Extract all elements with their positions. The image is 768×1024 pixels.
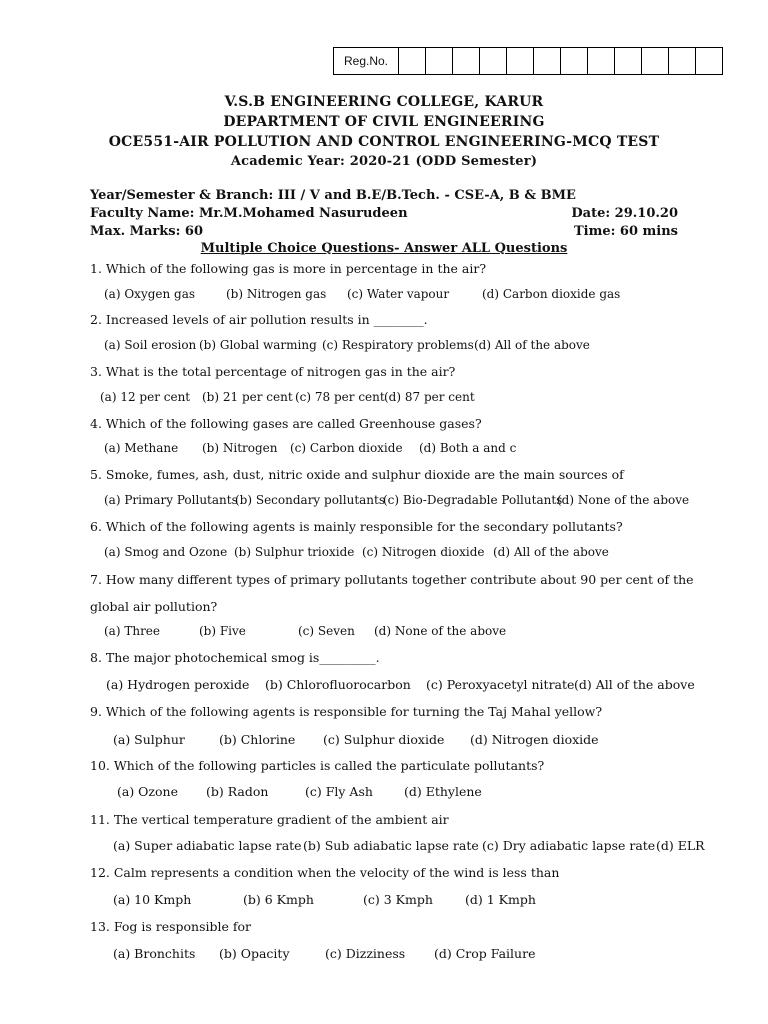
- option: (a) Methane: [104, 441, 179, 455]
- option: (a) Bronchits: [113, 946, 196, 961]
- reg-no-cell: [588, 48, 615, 74]
- section-title: Multiple Choice Questions- Answer ALL Questions: [200, 241, 568, 256]
- option: (c) Nitrogen dioxide: [362, 545, 485, 559]
- faculty-name: Faculty Name: Mr.M.Mohamed Nasurudeen: [90, 206, 408, 221]
- question-text: 13. Fog is responsible for: [90, 919, 252, 934]
- option: (d) 87 per cent: [384, 390, 475, 404]
- option: (b) Chlorofluorocarbon: [265, 677, 411, 692]
- option: (d) None of the above: [557, 493, 690, 507]
- reg-no-cell: [642, 48, 669, 74]
- question-text: 11. The vertical temperature gradient of the ambient air: [90, 812, 449, 827]
- question-text: 10. Which of the following particles is called the particulate pollutants?: [90, 758, 545, 773]
- option: (b) 21 per cent: [202, 390, 293, 404]
- option: (a) 12 per cent: [100, 390, 191, 404]
- question-text: 1. Which of the following gas is more in percentage in the air?: [90, 261, 487, 276]
- exam-meta: [90, 187, 678, 241]
- option: (c) Peroxyacetyl nitrate: [426, 677, 575, 692]
- option: (b) Chlorine: [219, 732, 296, 747]
- option: (a) Smog and Ozone: [104, 545, 228, 559]
- college-name: V.S.B ENGINEERING COLLEGE, KARUR: [224, 94, 544, 110]
- option: (a) Super adiabatic lapse rate: [113, 838, 302, 853]
- question-text: 4. Which of the following gases are called Greenhouse gases?: [90, 416, 482, 431]
- option: (b) Radon: [206, 784, 269, 799]
- option: (b) Opacity: [219, 946, 290, 961]
- option: (c) Respiratory problems: [322, 338, 474, 352]
- option: (c) Carbon dioxide: [290, 441, 403, 455]
- option: (d) All of the above: [493, 545, 609, 559]
- department-name: DEPARTMENT OF CIVIL ENGINEERING: [223, 114, 545, 130]
- option: (a) Hydrogen peroxide: [106, 677, 250, 692]
- option: (c) Water vapour: [347, 287, 450, 301]
- option: (d) Crop Failure: [434, 946, 536, 961]
- option: (c) Fly Ash: [305, 784, 373, 799]
- option: (b) Sub adiabatic lapse rate: [303, 838, 479, 853]
- option: (b) Five: [199, 624, 246, 638]
- exam-time: Time: 60 mins: [573, 224, 678, 239]
- course-title: OCE551-AIR POLLUTION AND CONTROL ENGINEERING-MCQ TEST: [108, 134, 660, 150]
- option: (d) Carbon dioxide gas: [482, 287, 621, 301]
- reg-no-cell: [561, 48, 588, 74]
- option: (d) All of the above: [574, 677, 695, 692]
- option: (b) Nitrogen gas: [226, 287, 327, 301]
- reg-no-cell: [534, 48, 561, 74]
- exam-date: Date: 29.10.20: [571, 206, 678, 221]
- option: (a) Sulphur: [113, 732, 185, 747]
- question-text: 6. Which of the following agents is mainly responsible for the secondary pollutants?: [90, 519, 623, 534]
- option: (b) Sulphur trioxide: [234, 545, 355, 559]
- question-text: 2. Increased levels of air pollution results in ________.: [90, 312, 428, 327]
- reg-no-cell: [507, 48, 534, 74]
- option: (b) Secondary pollutants: [235, 493, 386, 507]
- option: (d) 1 Kmph: [465, 892, 536, 907]
- reg-no-cell: [696, 48, 722, 74]
- reg-no-cell: [480, 48, 507, 74]
- question-text: 7. How many different types of primary pollutants together contribute about 90 per cent of the global air pollution?: [90, 572, 694, 614]
- option: (d) None of the above: [374, 624, 507, 638]
- option: (a) Soil erosion: [104, 338, 197, 352]
- max-marks: Max. Marks: 60: [90, 224, 204, 239]
- reg-no-cell: [615, 48, 642, 74]
- option: (c) 78 per cent: [295, 390, 385, 404]
- reg-no-cell: [426, 48, 453, 74]
- option: (c) Dizziness: [325, 946, 406, 961]
- option: (b) Nitrogen: [202, 441, 278, 455]
- option: (d) Ethylene: [404, 784, 482, 799]
- option: (a) 10 Kmph: [113, 892, 192, 907]
- option: (c) 3 Kmph: [363, 892, 433, 907]
- option: (b) 6 Kmph: [243, 892, 314, 907]
- reg-no-box: [333, 47, 723, 75]
- reg-no-label: Reg.No.: [334, 48, 399, 74]
- reg-no-cell: [453, 48, 480, 74]
- academic-year: Academic Year: 2020-21 (ODD Semester): [230, 154, 538, 169]
- option: (c) Sulphur dioxide: [323, 732, 445, 747]
- reg-no-cell: [399, 48, 426, 74]
- option: (d) All of the above: [474, 338, 590, 352]
- document-header: [0, 92, 768, 172]
- question-text: 8. The major photochemical smog is_________.: [90, 650, 380, 665]
- year-branch: Year/Semester & Branch: III / V and B.E/B.Tech. - CSE-A, B & BME: [90, 188, 576, 203]
- option: (c) Dry adiabatic lapse rate: [482, 838, 656, 853]
- reg-no-cell: [669, 48, 696, 74]
- option: (c) Seven: [298, 624, 355, 638]
- option: (a) Oxygen gas: [104, 287, 196, 301]
- question-text: 3. What is the total percentage of nitrogen gas in the air?: [90, 364, 456, 379]
- option: (a) Ozone: [117, 784, 178, 799]
- option: (d) ELR: [656, 838, 705, 853]
- option: (d) Nitrogen dioxide: [470, 732, 599, 747]
- question-text: 5. Smoke, fumes, ash, dust, nitric oxide and sulphur dioxide are the main sources of: [90, 467, 624, 482]
- option: (a) Three: [104, 624, 161, 638]
- question-text: 12. Calm represents a condition when the velocity of the wind is less than: [90, 865, 560, 880]
- option: (b) Global warming: [199, 338, 317, 352]
- question-text: 9. Which of the following agents is responsible for turning the Taj Mahal yellow?: [90, 704, 603, 719]
- option: (c) Bio-Degradable Pollutants: [383, 493, 563, 507]
- option: (d) Both a and c: [419, 441, 517, 455]
- option: (a) Primary Pollutants: [104, 493, 238, 507]
